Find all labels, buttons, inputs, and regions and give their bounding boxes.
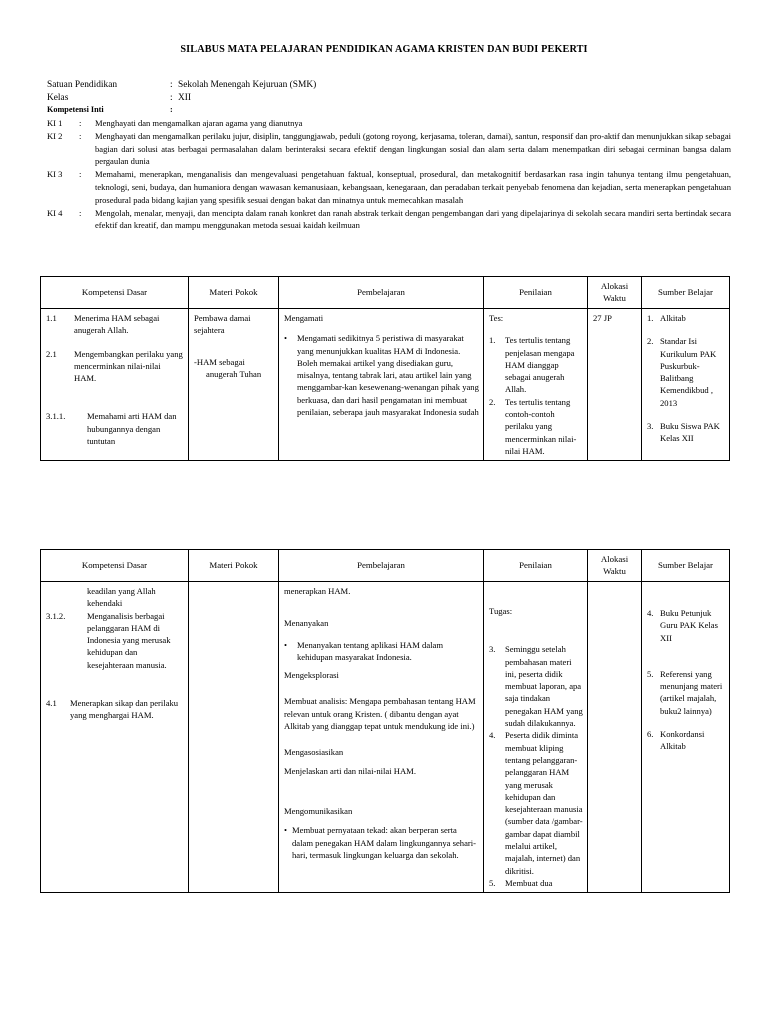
table-row: [41, 309, 730, 461]
pembelajaran-bullet-text: Menanyakan tentang aplikasi HAM dalam kehidupan masyarakat Indonesia.: [297, 639, 444, 662]
kd-number-blank: [46, 585, 87, 610]
cell-kompetensi-dasar: [41, 582, 189, 893]
ki-text: Menghayati dan mengamalkan perilaku jujur, disiplin, tanggungjawab, peduli (gotong royong, kerjasama, toleran, damai), santun, responsif dan pro-aktif dan menunjukkan sikap sebagai bagian dari solusi atas berbagai permasalahan dalam berinteraksi secara efektif dengan lingkungan sosial dan alam serta dalam menempatkan diri sebagai cerminan bangsa dalam pergaulan dunia: [95, 131, 731, 167]
kd-text: Menerima HAM sebagai anugerah Allah.: [74, 313, 160, 336]
sumber-belajar-text: Buku Petunjuk Guru PAK Kelas XII: [660, 608, 718, 643]
kd-text: Mengembangkan perilaku yang mencerminkan nilai-nilai HAM.: [74, 348, 183, 384]
list-item: [47, 168, 731, 206]
kd-text: Menerapkan sikap dan perilaku yang menghargai HAM.: [70, 698, 179, 721]
cell-materi-pokok: [189, 309, 279, 461]
sumber-belajar-text: Standar Isi Kurikulum PAK Puskurbuk-Balitbang Kemendikbud , 2013: [660, 336, 717, 408]
sumber-belajar-number: 5.: [647, 668, 654, 679]
materi-pokok-item: -HAM sebagai anugerah Tuhan: [194, 356, 262, 379]
meta-row-satuan-pendidikan: [47, 79, 316, 92]
column-header-alokasi-waktu: [588, 550, 642, 582]
sumber-belajar-text: Buku Siswa PAK Kelas XII: [660, 421, 720, 444]
spacer: [647, 409, 725, 420]
kelas-label: Kelas: [47, 93, 69, 104]
spacer: [46, 384, 184, 410]
satuan-pendidikan-value: Sekolah Menengah Kejuruan (SMK): [178, 80, 317, 90]
penilaian-item-text: Membuat dua: [505, 877, 553, 888]
pembelajaran-paragraph: Menjelaskan arti dan nilai-nilai HAM.: [284, 765, 416, 776]
table-row: [41, 582, 730, 893]
kd-text: Memahami arti HAM dan hubungannya dengan tuntutan: [87, 411, 177, 447]
meta-row-kelas: [47, 92, 316, 105]
kd-number: 3.1.1.: [46, 411, 66, 422]
cell-alokasi-waktu: [588, 582, 642, 893]
list-item: [47, 117, 731, 130]
column-header-kompetensi-dasar: Kompetensi Dasar: [41, 550, 189, 582]
penilaian-item-text: Tes tertulis tentang penjelasan mengapa HAM dianggap sebagai anugerah Allah.: [505, 335, 575, 395]
penilaian-item: [489, 643, 583, 729]
ki-code: KI 2: [47, 131, 63, 142]
silabus-table-page1: [40, 276, 730, 461]
sumber-belajar-item: [647, 335, 725, 409]
bullet-icon: •: [284, 333, 288, 344]
sumber-belajar-text: Referensi yang menunjang materi (artikel majalah, buku2 lainnya): [660, 668, 723, 716]
spacer: [284, 324, 479, 332]
spacer: [647, 585, 725, 607]
penilaian-item-number: 3.: [489, 644, 496, 655]
kelas-colon: :: [170, 93, 173, 104]
column-header-penilaian: Penilaian: [484, 277, 588, 309]
kd-entry: [46, 610, 184, 671]
column-header-sumber-belajar: Sumber Belajar: [642, 277, 730, 309]
table-header-row: [41, 277, 730, 309]
spacer: [284, 817, 479, 824]
cell-sumber-belajar: [642, 309, 730, 461]
penilaian-item-number: 2.: [489, 396, 496, 407]
penilaian-heading: Tes:: [489, 313, 504, 323]
sumber-belajar-number: 2.: [647, 336, 654, 347]
penilaian-item-number: 5.: [489, 877, 496, 888]
penilaian-item: [489, 334, 583, 395]
pembelajaran-bullet-text: Membuat pernyataan tekad: akan berperan serta dalam penegakan HAM dalam lingkungannya sehari-hari, termasuk lingkungan keluarga dan sekolah.: [292, 825, 476, 860]
list-item: [47, 130, 731, 168]
ki-text: Menghayati dan mengamalkan ajaran agama yang dianutnya: [95, 118, 303, 128]
kompetensi-inti-label: Kompetensi Inti: [47, 105, 104, 114]
cell-alokasi-waktu: 27 JP: [588, 309, 642, 461]
spacer: [284, 597, 479, 617]
cell-kompetensi-dasar: [41, 309, 189, 461]
spacer: [284, 630, 479, 639]
alokasi-line2: Waktu: [603, 565, 626, 576]
spacer: [284, 681, 479, 695]
column-header-pembelajaran: Pembelajaran: [279, 277, 484, 309]
pembelajaran-heading-mengomunikasikan: Mengomunikasikan: [284, 805, 353, 816]
cell-materi-pokok: [189, 582, 279, 893]
kd-number: 1.1: [46, 313, 57, 323]
ki-colon: :: [79, 207, 82, 218]
spacer: [647, 717, 725, 728]
bullet-icon: •: [284, 825, 288, 836]
spacer: [647, 324, 725, 335]
pembelajaran-bullet: [284, 332, 479, 418]
column-header-pembelajaran: Pembelajaran: [279, 550, 484, 582]
spacer: [489, 585, 583, 605]
cell-pembelajaran: [279, 582, 484, 893]
pembelajaran-bullet-text: Mengamati sedikitnya 5 peristiwa di masyarakat yang menunjukkan kualitas HAM di Indonesia. Boleh memakai artikel yang disediakan guru, misalnya, tentang tabrak lari, atau artikel lain yang menggambar-kan kesewenang-wenangan pihak yang berkuasa, dan dari hasil pengamatan ini membuat penilaian, seberapa jauh masyarakat Indonesia sudah: [297, 333, 479, 418]
column-header-materi-pokok: Materi Pokok: [189, 277, 279, 309]
document-meta: [47, 79, 316, 105]
column-header-penilaian: Penilaian: [484, 550, 588, 582]
ki-code: KI 3: [47, 169, 63, 180]
penilaian-item-number: 4.: [489, 730, 496, 741]
ki-code: KI 1: [47, 118, 63, 128]
sumber-belajar-item: [647, 668, 725, 717]
table-header-row: [41, 550, 730, 582]
spacer: [647, 644, 725, 668]
spacer: [46, 337, 184, 348]
penilaian-item-text: Seminggu setelah pembahasan materi ini, peserta didik membuat laporan, apa saja tindakan penegakan HAM yang sudah dilakukannya.: [505, 644, 583, 729]
column-header-kompetensi-dasar: Kompetensi Dasar: [41, 277, 189, 309]
kd-number: 4.1: [46, 698, 57, 709]
kd-number: 2.1: [46, 348, 57, 359]
kd-text: Menganalisis berbagai pelanggaran HAM di Indonesia yang merusak kehidupan dan kesejahteraan manusia.: [87, 610, 171, 670]
silabus-table-page2: [40, 549, 730, 893]
list-item: [47, 207, 731, 232]
sumber-belajar-number: 4.: [647, 608, 654, 618]
spacer: [489, 617, 583, 643]
sumber-belajar-number: 1.: [647, 313, 654, 323]
penilaian-item: [489, 877, 583, 889]
kd-entry: [46, 697, 184, 722]
cell-penilaian: [484, 582, 588, 893]
sumber-belajar-item: [647, 420, 725, 445]
sumber-belajar-item: [647, 607, 725, 644]
penilaian-item: [489, 396, 583, 457]
sumber-belajar-text: Konkordansi Alkitab: [660, 729, 705, 752]
sumber-belajar-number: 6.: [647, 729, 654, 740]
kd-continuation: [46, 585, 184, 610]
ki-text: Memahami, menerapkan, menganalisis dan mengevaluasi pengetahuan faktual, konseptual, prosedural, dan metakognitif berdasarkan rasa ingin tahunya tentang ilmu pengetahuan, teknologi, seni, budaya, dan humaniora dengan wawasan kemanusiaan, kebangsaan, kenegaraan, dan peradaban terkait penyebab fenomena dan kejadian, serta menerapkan pengetahuan prosedural pada bidang kajian yang spesifik sesuai dengan bakat dan minatnya untuk memecahkan masalah: [95, 169, 731, 205]
kd-continuation-text: keadilan yang Allah kehendaki: [87, 586, 156, 609]
pembelajaran-continuation: menerapkan HAM.: [284, 586, 351, 596]
spacer: [284, 777, 479, 805]
ki-code: KI 4: [47, 207, 63, 218]
penilaian-heading: Tugas:: [489, 606, 513, 616]
ki-colon: :: [79, 169, 82, 180]
column-header-sumber-belajar: Sumber Belajar: [642, 550, 730, 582]
pembelajaran-heading: Mengamati: [284, 313, 324, 323]
satuan-pendidikan-colon: :: [170, 80, 173, 90]
ki-colon: :: [79, 131, 82, 142]
ki-colon: :: [79, 118, 82, 128]
ki-text: Mengolah, menalar, menyaji, dan mencipta dalam ranah konkret dan ranah abstrak terkait dengan pengembangan dari yang dipelajarinya di sekolah secara mandiri serta bertindak secara efektif dan kreatif, dan mampu menggunakan metoda sesuai kaidah keilmuan: [95, 207, 731, 231]
pembelajaran-heading-mengasosiasikan: Mengasosiasikan: [284, 747, 344, 758]
cell-penilaian: [484, 309, 588, 461]
penilaian-item-number: 1.: [489, 335, 496, 346]
kompetensi-inti-list: [47, 117, 731, 232]
pembelajaran-bullet: [284, 639, 479, 664]
column-header-alokasi-waktu: [588, 277, 642, 309]
sumber-belajar-text: Alkitab: [660, 313, 686, 323]
pembelajaran-paragraph: Membuat analisis: Mengapa pembahasan tentang HAM relevan untuk orang Kristen. ( dibantu dengan ayat Alkitab yang dianggap tepat untuk mendukung ide ini.): [284, 696, 476, 732]
materi-pokok-item-wrap: [194, 356, 274, 381]
pembelajaran-bullet: [284, 824, 479, 861]
alokasi-line2: Waktu: [603, 292, 626, 303]
spacer: [489, 324, 583, 334]
page-title: SILABUS MATA PELAJARAN PENDIDIKAN AGAMA KRISTEN DAN BUDI PEKERTI: [180, 44, 588, 55]
kd-number: 3.1.2.: [46, 610, 66, 621]
pembelajaran-heading-mengeksplorasi: Mengeksplorasi: [284, 670, 339, 681]
sumber-belajar-number: 3.: [647, 421, 654, 432]
materi-pokok-item: Pembawa damai sejahtera: [194, 313, 251, 336]
kd-entry: [46, 410, 184, 447]
alokasi-line1: Alokasi: [600, 554, 629, 564]
pembelajaran-heading-menanyakan: Menanyakan: [284, 618, 329, 629]
cell-pembelajaran: [279, 309, 484, 461]
cell-sumber-belajar: [642, 582, 730, 893]
sumber-belajar-item: [647, 728, 725, 753]
spacer: [46, 671, 184, 697]
sumber-belajar-item: [647, 312, 725, 324]
alokasi-line1: Alokasi: [600, 281, 629, 291]
penilaian-item-text: Peserta didik diminta membuat kliping tentang pelanggaran-pelanggaran HAM yang merusak kehidupan dan kesejahteraan manusia (sumber data /gambar-gambar dapat diambil melalui artikel, majalah, internet) dan dikritisi.: [505, 730, 583, 876]
spacer: [194, 337, 274, 356]
kd-entry: [46, 348, 184, 385]
penilaian-item: [489, 729, 583, 877]
column-header-materi-pokok: Materi Pokok: [189, 550, 279, 582]
satuan-pendidikan-label: Satuan Pendidikan: [47, 80, 118, 90]
kompetensi-inti-heading: [47, 105, 173, 114]
kd-entry: [46, 312, 184, 337]
penilaian-item-text: Tes tertulis tentang contoh-contoh perilaku yang mencerminkan nilai-nilai HAM.: [505, 396, 577, 456]
kompetensi-inti-colon: :: [170, 105, 173, 114]
bullet-icon: •: [284, 639, 288, 650]
kelas-value: XII: [178, 93, 192, 104]
spacer: [284, 732, 479, 746]
